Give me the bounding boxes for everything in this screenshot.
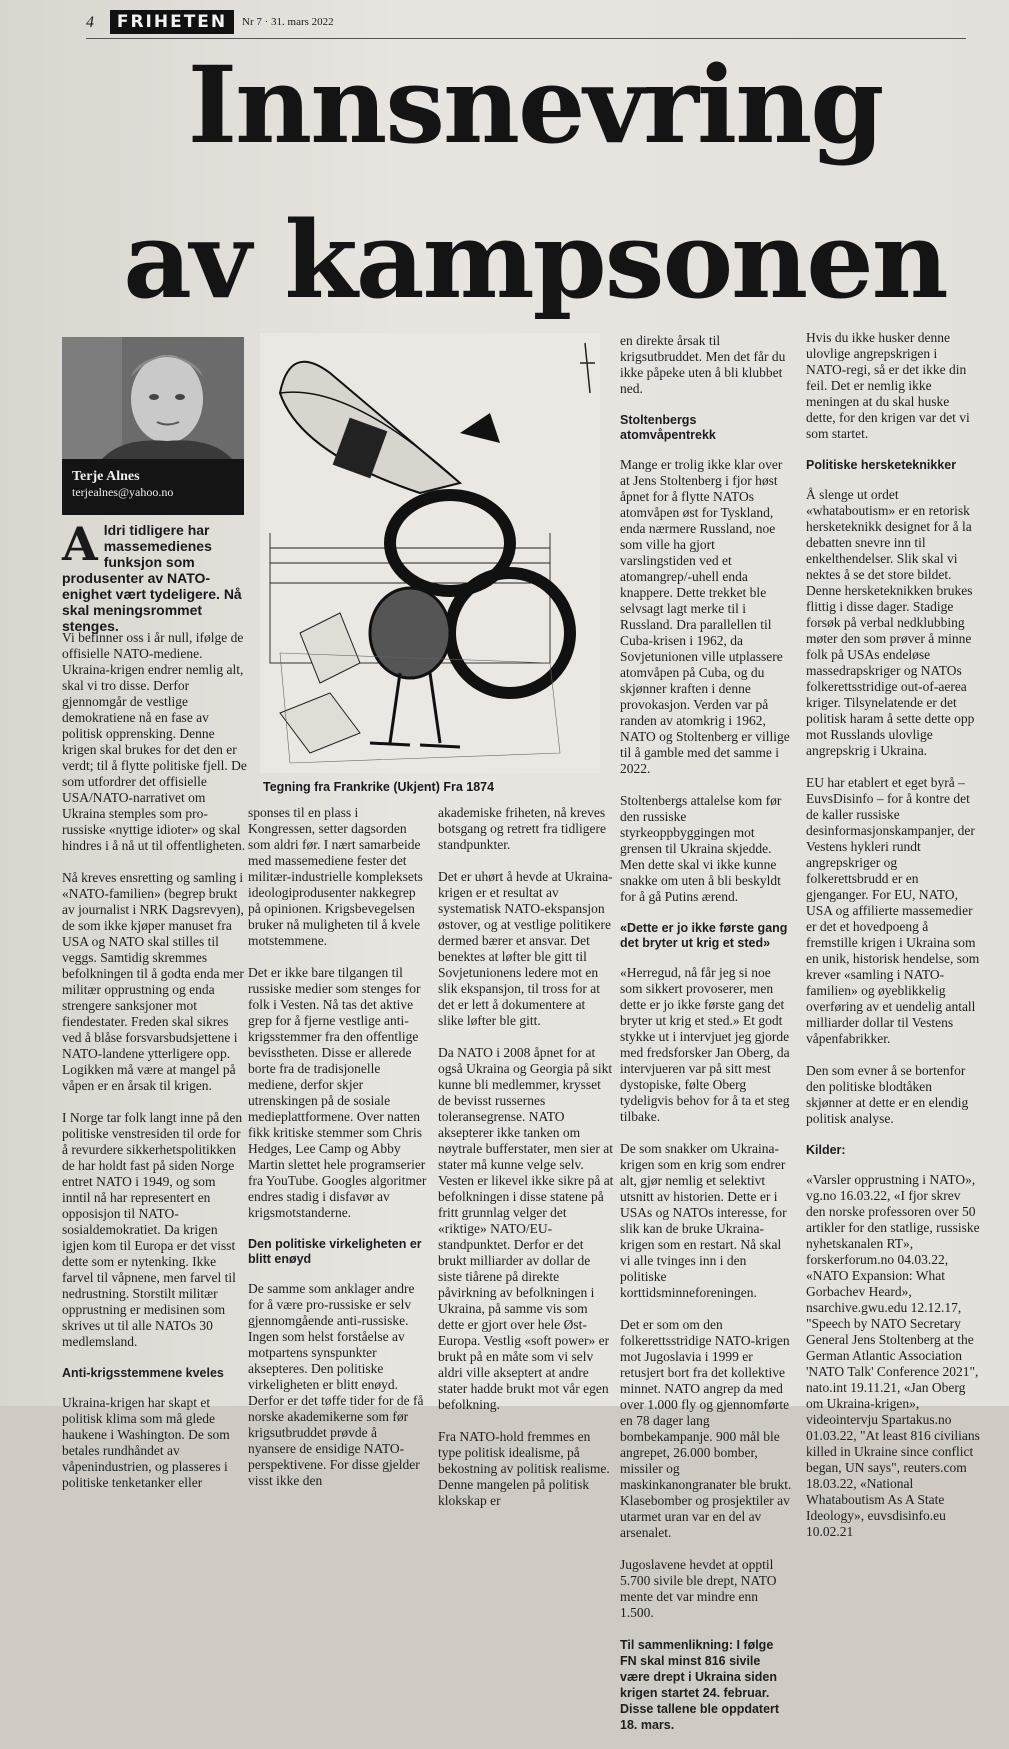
- col4-bold-paragraph: Til sammenlikning: I følge FN skal minst 816 sivile være drept i Ukraina siden krigen startet 24. februar. Disse tallene ble oppdatert 18. mars.: [620, 1638, 780, 1732]
- col4-subheading: Stoltenbergs atomvåpentrekk: [620, 413, 716, 442]
- col4-paragraph: Stoltenbergs attalelse kom før den russiske styrkeoppbyggingen mot grensen til Ukraina skjedde. Men dette skal vi ikke kunne snakke om uten å bli beskyldt for å gå Putins ærend.: [620, 793, 782, 904]
- lead-paragraph: [62, 517, 246, 634]
- col4-paragraph: De som snakker om Ukraina-krigen som en krig som endrer alt, gjør nemlig et selektivt utsnitt av historien. Dette er i USAs og NATOs interesse, for slik kan de bruke Ukraina-krigen som en restart. Nå skal vi alle tvinges inn i den politiske korttidsminneforeningen.: [620, 1141, 787, 1300]
- column-4: [620, 333, 792, 1749]
- sources-list: «Varsler opprustning i NATO», vg.no 16.03.22, «I fjor skrev den norske professoren over 50 artikler for den statlige, russiske nyhetskanalen RT», forskerforum.no 04.03.22, «NATO Expansion: What Gorbachev Heard», nsarchive.gwu.edu 12.12.17, "Speech by NATO Secretary General Jens Stoltenberg at the German Atlantic Association 'NATO Talk' Conference 2021", nato.int 19.11.21, «Jan Oberg om Ukraina-krigen», videointervju Spartakus.no 01.03.22, "At least 816 civilians killed in Ukraine since conflict began, UN says", reuters.com 18.03.22, «National Whataboutism As A State Ideology», euvsdisinfo.eu 10.02.21: [806, 1172, 980, 1539]
- author-name: Terje Alnes: [72, 469, 140, 484]
- page-number: 4: [86, 14, 94, 31]
- issue-info: Nr 7 · 31. mars 2022: [242, 16, 334, 28]
- column-2: [248, 805, 428, 1505]
- col4-paragraph: en direkte årsak til krigsutbruddet. Men det får du ikke påpeke uten å bli klubbet ned.: [620, 333, 786, 396]
- author-email[interactable]: terjealnes@yahoo.no: [72, 485, 174, 499]
- col3-paragraph: Fra NATO-hold fremmes en type politisk idealisme, på bekostning av politisk realisme. Denne mangelen på politisk klokskap er: [438, 1429, 610, 1508]
- col1-paragraph: I Norge tar folk langt inne på den politiske venstresiden til orde for å revurdere sikkerhetspolitikken de har holdt fast på siden Norge entret NATO i 1949, og som inntil nå har representert en opposisjon til NATO-sosialdemokratiet. Da krigen igjen kom til Europa er det visst dette som er nytenking. Ikke farvel til våpnene, men farvel til nedrustning. Storstilt militær opprustning er medisinen som skrives ut til alle NATOs 30 medlemsland.: [62, 1110, 243, 1349]
- col5-subheading: Politiske hersketeknikker: [806, 458, 957, 472]
- col3-paragraph: akademiske friheten, nå kreves botsgang og retrett fra tidligere standpunkter.: [438, 805, 606, 852]
- col4-subheading: «Dette er jo ikke første gang det bryter ut krig et sted»: [620, 921, 788, 950]
- col3-paragraph: Det er uhørt å hevde at Ukraina-krigen er et resultat av systematisk NATO-ekspansjon østover, og at vestlige politikere dermed bærer et ansvar. Det benektes at løfter ble gitt til Sovjetunionens ledere mot en slik ekspansjon, til tross for at det er lett å dokumentere at slike løfter ble gitt.: [438, 869, 613, 1028]
- col2-subheading: Den politiske virkeligheten er blitt enøyd: [248, 1237, 422, 1266]
- col1-paragraph: Vi befinner oss i år null, ifølge de offisielle NATO-mediene. Ukraina-krigen endrer nemlig alt, skal vi tro disse. Derfor gjennomgår de vestlige demokratiene nå en fase av politisk opprensking. Denne krigen skal brukes for det den er verdt; til å flytte politiske fjell. De som utfordrer det offisielle USA/NATO-narrativet om Ukraina stemples som pro-russiske «nyttige idioter» og skal hindres i å nå ut til offentligheten.: [62, 630, 247, 853]
- col4-paragraph: Mange er trolig ikke klar over at Jens Stoltenberg i fjor høst åpnet for å flytte NATOs atomvåpen øst for Tyskland, enda nærmere Russland, noe som ville ha gjort varslingstiden ved et atomangrep/-uhell enda knappere. Dette trekket ble selvsagt lagt merke til i Russland. Dra parallellen til Cuba-krisen i 1962, da Sovjetunionen ville utplassere atomvåpen på Cuba, og du skjønner kraften i denne provokasjon. Verden var på randen av atomkrig i 1962, NATO og Stoltenberg er villige til å gamble med det samme i 2022.: [620, 457, 790, 776]
- column-5: [806, 330, 980, 1556]
- headline-line-1: Innsnevring: [187, 42, 883, 167]
- col5-paragraph: Å slenge ut ordet «whataboutism» er en retorisk hersketeknikk designet for å la debatten snevre inn til enkelthendelser. Slik skal vi nektes å se det store bildet. Denne hersketeknikken brukes flittig i disse dager. Stadige forsøk på verbal nedklubbing møter den som prøver å minne folk på USAs endeløse massedrapskriger og NATOs folkerettsstridige out-of-aerea kriger. Tilsynelatende er det politisk haram å sette dette opp mot Russlands ulovlige angrepskrig i Ukraina.: [806, 487, 975, 758]
- col1-paragraph: Ukraina-krigen har skapt et politisk klima som må glede haukene i Washington. De som betales rundhåndet av våpenindustrien, og plasseres i politiske tenketanker eller: [62, 1395, 230, 1490]
- author-byline: [62, 459, 244, 515]
- illustration-caption: Tegning fra Frankrike (Ukjent) Fra 1874: [263, 780, 495, 794]
- dropcap: A: [62, 517, 98, 571]
- col5-paragraph: Hvis du ikke husker denne ulovlige angrepskrigen i NATO-regi, så er det ikke din feil. Det er nemlig ikke meningen at du skal huske dette, for den krigen var det vi som startet.: [806, 330, 970, 441]
- column-3: [438, 805, 614, 1525]
- col1-paragraph: Nå kreves ensretting og samling i «NATO-familien» (begrep brukt av journalist i NRK Dagsrevyen), de som ikke kjøper manuset fra USA og NATO skal stilles til veggs. Samtidig skremmes befolkningen til å godta enda mer militær opprustning og enda strengere sanksjoner mot fiendestater. Freden skal sikres ved å blåse forsvarsbudsjettene i NATO-landene ytterligere opp. Logikken må være at mangel på våpen er en årsak til krigen.: [62, 870, 244, 1093]
- illustration-bird-scissors: [260, 333, 600, 773]
- author-photo: [62, 337, 244, 459]
- col4-paragraph: Det er som om den folkerettsstridige NATO-krigen mot Jugoslavia i 1999 er retusjert bort fra det kollektive minnet. NATO angrep da med over 1.000 fly og gjennomførte en 78 dager lang bombekampanje. 900 mål ble angrepet, 26.000 bomber, missiler og maskinkanongranater ble brukt. Klasebomber og prosjektiler av utarmet uran var en del av arsenalet.: [620, 1317, 792, 1540]
- headline-line-2: av kampsonen: [123, 197, 947, 322]
- col4-paragraph: «Herregud, nå får jeg si noe som sikkert provoserer, men dette er jo ikke første gang det bryter ut krig et sted.» Et godt stykke ut i intervjuet jeg gjorde med fredsforsker Jan Oberg, da intervjueren var på sitt mest dystopiske, følte Oberg tydeligvis behov for å ta et steg tilbake.: [620, 965, 790, 1124]
- col3-paragraph: Da NATO i 2008 åpnet for at også Ukraina og Georgia på sikt kunne bli medlemmer, krysset de bevisst russernes toleransegrense. NATO aksepterer ikke tanken om nøytrale bufferstater, men sier at stater må kunne velge selv. Vesten er likevel ikke sikre på at befolkningen i disse statene på fritt grunnlag velger det «riktige» NATO/EU-standpunktet. Derfor er det brukt milliarder av dollar de siste tiårene på direkte påvirkning av befolkningen i Ukraina, på samme vis som dette er gjort over hele Øst-Europa. Vestlig «soft power» er brukt på en måte som vi selv aldri ville akseptert at andre stater hadde brukt mot vår egen befolkning.: [438, 1045, 614, 1412]
- col4-paragraph: Jugoslavene hevdet at opptil 5.700 sivile ble drept, NATO mente det var mindre enn 1.500.: [620, 1557, 777, 1620]
- col2-paragraph: De samme som anklager andre for å være pro-russiske er selv gjennomgående anti-russiske. Ingen som helst forståelse av motpartens synspunkter aksepteres. Den politiske virkeligheten er blitt enøyd. Derfor er det tøffe tider for de få norske akademikerne som før krigsutbruddet prøvde å nyansere de ensidige NATO-perspektivene. For disse gjelder visst ikke den: [248, 1281, 424, 1488]
- column-1: [62, 630, 247, 1507]
- sources-heading: Kilder:: [806, 1143, 846, 1157]
- col2-paragraph: Det er ikke bare tilgangen til russiske medier som stenges for folk i Vesten. Nå tas det aktive grep for å fjerne vestlige anti-krigsstemmer fra den offentlige bevisstheten. Disse er allerede borte fra de tradisjonelle mediene, derfor skjer utrenskingen på de sosiale medieplattformene. Over natten fikk kritiske stemmer som Chris Hedges, Lee Camp og Abby Martin slettet hele programserier fra YouTube. Googles algoritmer endres stadig i disfavør av krigsmotstanderne.: [248, 965, 427, 1220]
- col5-paragraph: EU har etablert et eget byrå – EuvsDisinfo – for å kontre det de kaller russiske desinformasjonskampanjer, der Vestens hykleri rundt angrepskriger og folkerettsbrudd er en gjenganger. For EU, NATO, USA og affilierte massemedier er det et hovedpoeng å fremstille krigen i Ukraina som en unik, historisk hendelse, som krever «samling i NATO-familien» og øyeblikkelig overføring av et uendelig antall milliarder dollar til Vestens våpenfabrikker.: [806, 775, 980, 1046]
- col1-subheading: Anti-krigsstemmene kveles: [62, 1366, 224, 1380]
- lead-text: ldri tidligere har massemedienes funksjon som produsenter av NATO-enighet vært tydeligere. Nå skal meningsrommet stenges.: [62, 522, 242, 634]
- col2-paragraph: sponses til en plass i Kongressen, setter dagsorden som aldri før. I nært samarbeide med massemediene fester det militær-industrielle kompleksets ideologiprodusenter nakkegrep på opinionen. Krigsbevegelsen bruker nå muligheten til å kvele motstemmene.: [248, 805, 423, 948]
- masthead-logo: FRIHETEN: [110, 10, 234, 34]
- col5-paragraph: Den som evner å se bortenfor den politiske blodtåken skjønner at dette er en elendig politisk analyse.: [806, 1063, 969, 1126]
